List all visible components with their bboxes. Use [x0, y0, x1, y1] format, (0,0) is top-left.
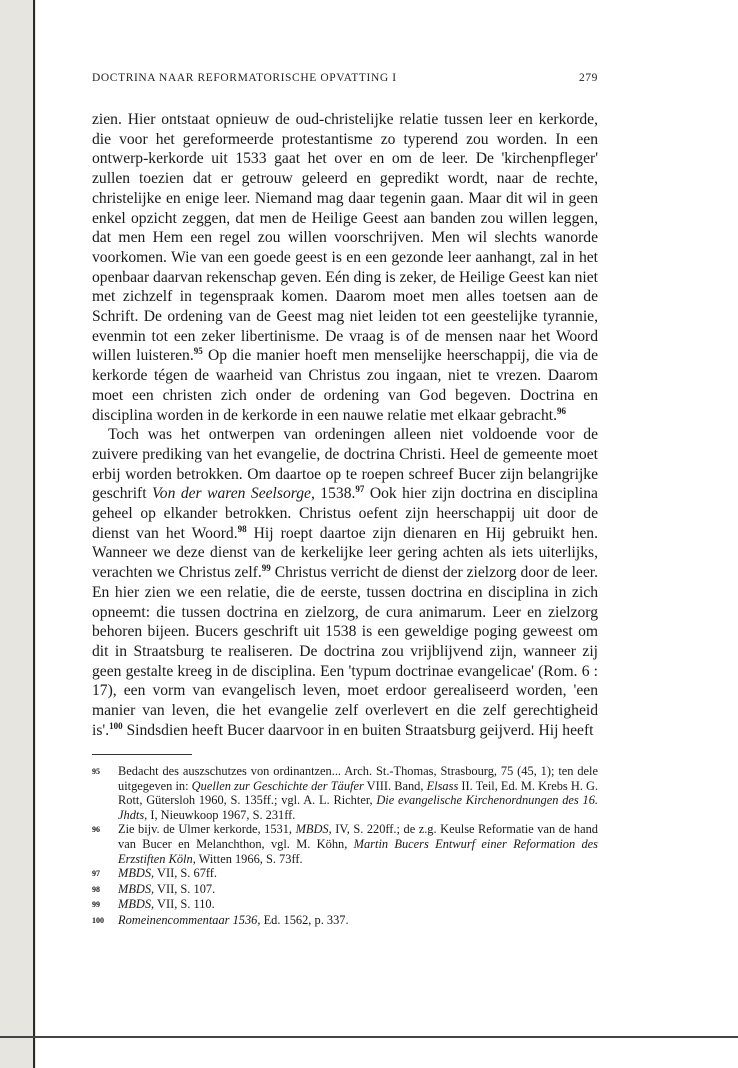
footnote-number: 100 [92, 915, 104, 925]
scan-margin [0, 0, 36, 1068]
running-title: DOCTRINA NAAR REFORMATORISCHE OPVATTING I [92, 72, 397, 84]
footnote-100 [92, 913, 598, 929]
footnote-95 [92, 764, 598, 822]
footnote-ref-100[interactable]: 100 [109, 720, 123, 731]
footnote-number: 99 [92, 900, 100, 910]
footnote-ref-98[interactable]: 98 [237, 523, 247, 534]
footnote-97 [92, 866, 598, 882]
footnote-text: Bedacht des auszschutzes von ordinantzen... Arch. St.-Thomas, Strasbourg, 75 (45, 1); ten dele uitgegeven in: Quellen zur Geschichte der Täufer VIII. Band, Elsass II. Teil, Ed. M. Krebs H. G. Rott, Gütersloh 1960, S. 135ff.; vgl. A. L. Richter, Die evangelische Kirchenordnungen des 16. Jhdts, I, Nieuwkoop 1967, S. 231ff. [118, 764, 599, 822]
book-title: Von der waren Seelsorge, [152, 485, 315, 503]
footnote-98 [92, 882, 598, 898]
footnote-text: MBDS, VII, S. 67ff. [118, 866, 218, 881]
footnote-text: MBDS, VII, S. 110. [118, 897, 215, 912]
footnote-text: Zie bijv. de Ulmer kerkorde, 1531, MBDS, IV, S. 220ff.; de z.g. Keulse Reformatie van de hand van Bucer en Melanchthon, vgl. M. Köhn, Martin Bucers Entwurf einer Reformation des Erzstiften Köln, Witten 1966, S. 73ff. [118, 822, 599, 866]
scan-edge-line [33, 0, 35, 1068]
main-text [92, 110, 598, 741]
paragraph-2: Toch was het ontwerpen van ordeningen alleen niet voldoende voor de zuivere prediking van het evangelie, de doctrina Christi. Heel de gemeente moet erbij worden betrokken. Om daartoe op te roepen schreef Bucer zijn belangrijke geschrift Von der waren Seelsorge, 1538.97 Ook hier zijn doctrina en disciplina geheel op elkander betrokken. Christus oefent zijn heerschappij uit door de dienst van het Woord.$^{98}$ Hij roept daartoe zijn dienaren en Hij gebruikt hen. Wanneer we deze dienst van de kerkelijke leer gering achten als iets uiterlijks, verachten we Christus zelf.$^{99}$ Christus verricht de dienst der zielzorg door de leer. En hier zien we een relatie, die de eerste, tussen doctrina en disciplina in zich opneemt: die tussen doctrina en zielzorg, de cura animarum. Leer en zielzorg behoren bijeen. Bucers geschrift uit 1538 is een geweldige poging geweest om dit in Straatsburg te realiseren. De doctrina zou vrijblijvend zijn, wanneer zij geen gestalte kreeg in de disciplina. Een 'typum doctrinae evangelicae' (Rom. 6 : 17), een vorm van evangelisch leven, moet erdoor gerealiseerd worden, 'een manier van leven, die het evangelie zelf overlevert en die zelf gerechtigheid is'.$^{100}$ Sindsdien heeft Bucer daarvoor in en buiten Straatsburg geijverd. Hij heeft [92, 426, 598, 739]
footnote-text: Romeinencommentaar 1536, Ed. 1562, p. 337. [118, 912, 349, 927]
footnote-99 [92, 897, 598, 913]
footnote-ref-99[interactable]: 99 [261, 562, 271, 573]
page-number: 279 [578, 72, 598, 84]
footnote-number: 97 [92, 869, 100, 879]
footnote-separator [92, 754, 192, 755]
footnotes [92, 764, 598, 929]
footnote-number: 95 [92, 767, 100, 776]
footnote-ref-96[interactable]: 96 [557, 405, 567, 416]
footnote-ref-95[interactable]: 95 [193, 346, 203, 357]
footnote-number: 96 [92, 825, 100, 835]
paragraph-1: zien. Hier ontstaat opnieuw de oud-christelijke relatie tussen leer en kerkorde, die voor het gereformeerde protestantisme zo typerend zou worden. In een ontwerp-kerkorde uit 1533 gaat het over en om de leer. De 'kirchenpfleger' zullen toezien dat er getrouw geleerd en gepredikt wordt, naar de rechte, christelijke en enige leer. Niemand mag daar tegenin gaan. Maar dit wil in geen enkel opzicht zeggen, dat men de Heilige Geest aan banden zou willen leggen, dat men Hem een regel zou willen voorschrijven. Men wil slechts wanorde voorkomen. Wie van een goede geest is en een gezonde leer aanhangt, zal in het openbaar daarvan rekenschap geven. Eén ding is zeker, de Heilige Geest kan niet met zichzelf in tegenspraak komen. Daarom moet men alles toetsen aan de Schrift. De ordening van de Geest mag niet leiden tot een geestelijke tyrannie, evenmin tot een zeker libertinisme. De vraag is of de mensen naar het Woord willen luisteren.$^{95}$ Op die manier hoeft men menselijke heerschappij, die via de kerkorde tégen de waarheid van Christus zou ingaan, niet te vrezen. Daarom moet een christen zich onder de ordening van God begeven. Doctrina en disciplina worden in de kerkorde in een nauwe relatie met elkaar gebracht.$^{96}$ [92, 111, 598, 424]
running-header [92, 72, 598, 84]
footnote-text: MBDS, VII, S. 107. [118, 881, 216, 896]
scan-bottom-edge [0, 1036, 738, 1038]
footnote-number: 98 [92, 884, 100, 894]
footnote-96 [92, 822, 598, 866]
footnote-ref-97[interactable]: 97 [355, 484, 365, 495]
